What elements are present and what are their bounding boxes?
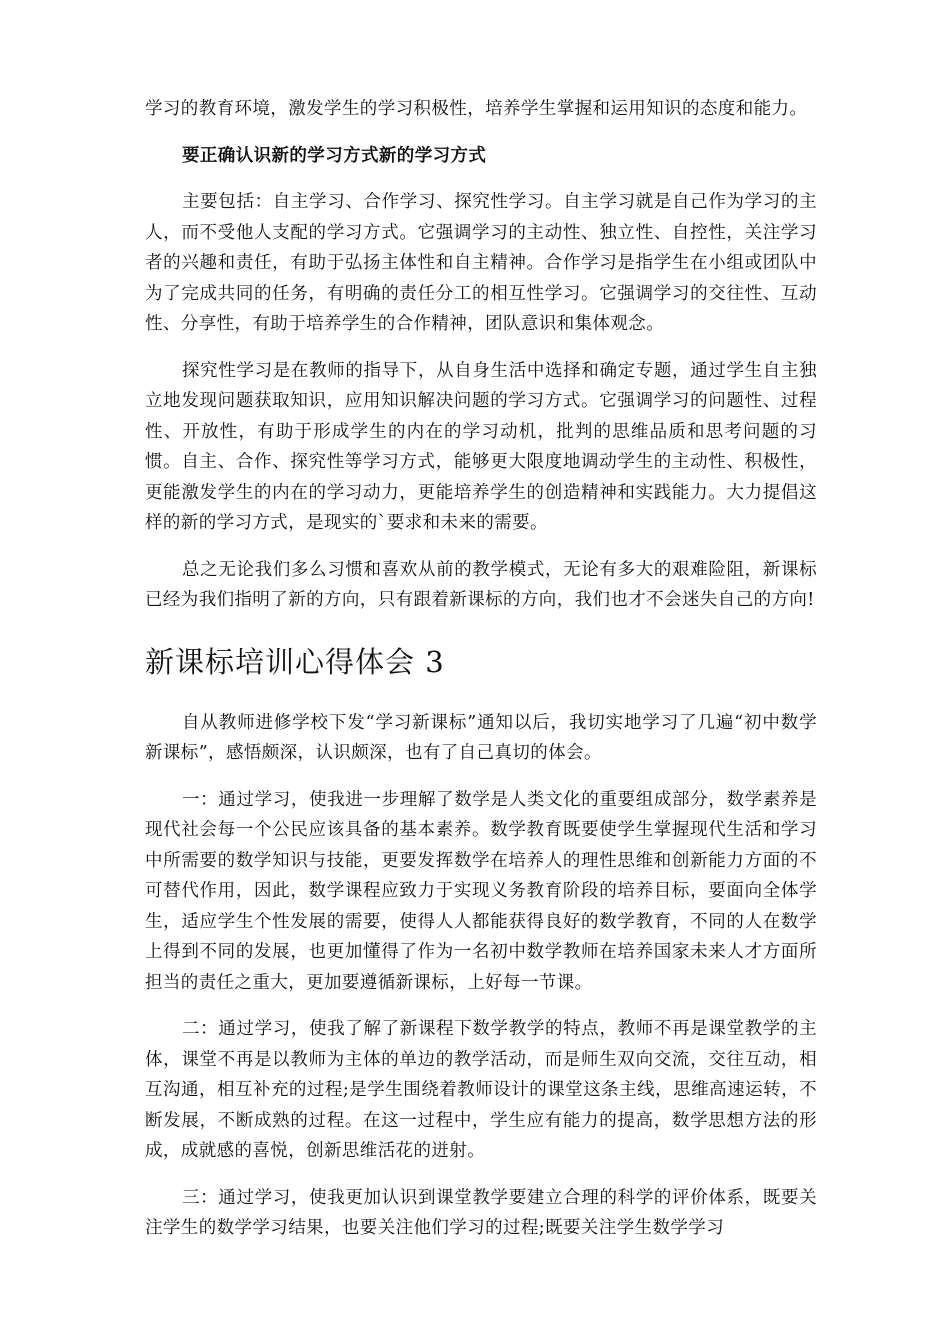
paragraph-point-two: 二：通过学习，使我了解了新课程下数学教学的特点，教师不再是课堂教学的主体，课堂不再是以教师为主体的单边的教学活动，而是师生双向交流，交往互动，相互沟通，相互补充的过程;是学生围绕着教师设计的课堂这条主线，思维高速运转，不断发展，不断成熟的过程。在这一过程中，学生应有能力的提高，数学思想方法的形成，成就感的喜悦，创新思维活花的迸射。 (145, 1019, 817, 1161)
paragraph-intro: 自从教师进修学校下发“学习新课标”通知以后，我切实地学习了几遍“初中数学新课标”，感悟颇深，认识颇深，也有了自己真切的体会。 (145, 712, 817, 763)
section-title: 新课标培训心得体会 3 (145, 644, 445, 679)
paragraph-point-one: 一：通过学习，使我进一步理解了数学是人类文化的重要组成部分，数学素养是现代社会每一个公民应该具备的基本素养。数学教育既要使学生掌握现代生活和学习中所需要的数学知识与技能，更要发挥数学在培养人的理性思维和创新能力方面的不可替代作用，因此，数学课程应致力于实现义务教育阶段的培养目标，要面向全体学生，适应学生个性发展的需要，使得人人都能获得良好的数学教育，不同的人在数学上得到不同的发展，也更加懂得了作为一名初中数学教师在培养国家未来人才方面所担当的责任之重大，更加要遵循新课标，上好每一节课。 (145, 789, 817, 993)
paragraph-conclusion: 总之无论我们多么习惯和喜欢从前的教学模式，无论有多大的艰难险阻，新课标已经为我们指明了新的方向，只有跟着新课标的方向，我们也才不会迷失自己的方向! (145, 559, 817, 610)
paragraph-inquiry-learning: 探究性学习是在教师的指导下，从自身生活中选择和确定专题，通过学生自主独立地发现问题获取知识，应用知识解决问题的学习方式。它强调学习的问题性、过程性、开放性，有助于形成学生的内在的学习动机，批判的思维品质和思考问题的习惯。自主、合作、探究性等学习方式，能够更大限度地调动学生的主动性、积极性，更能激发学生的内在的学习动力，更能培养学生的创造精神和实践能力。大力提倡这样的新的学习方式，是现实的`要求和未来的需要。 (145, 360, 817, 533)
paragraph-point-three: 三：通过学习，使我更加认识到课堂教学要建立合理的科学的评价体系，既要关注学生的数学学习结果，也要关注他们学习的过程;既要关注学生数学学习 (145, 1187, 817, 1238)
subheading: 要正确认识新的学习方式新的学习方式 (182, 145, 487, 166)
document-body (145, 94, 817, 1244)
paragraph-learning-modes: 主要包括：自主学习、合作学习、探究性学习。自主学习就是自己作为学习的主人，而不受他人支配的学习方式。它强调学习的主动性、独立性、自控性，关注学习者的兴趣和责任，有助于弘扬主体性和自主精神。合作学习是指学生在小组或团队中为了完成共同的任务，有明确的责任分工的相互性学习。它强调学习的交往性、互动性、分享性，有助于培养学生的合作精神，团队意识和集体观念。 (145, 192, 817, 334)
paragraph-continuation: 学习的教育环境，激发学生的学习积极性，培养学生掌握和运用知识的态度和能力。 (145, 99, 808, 119)
